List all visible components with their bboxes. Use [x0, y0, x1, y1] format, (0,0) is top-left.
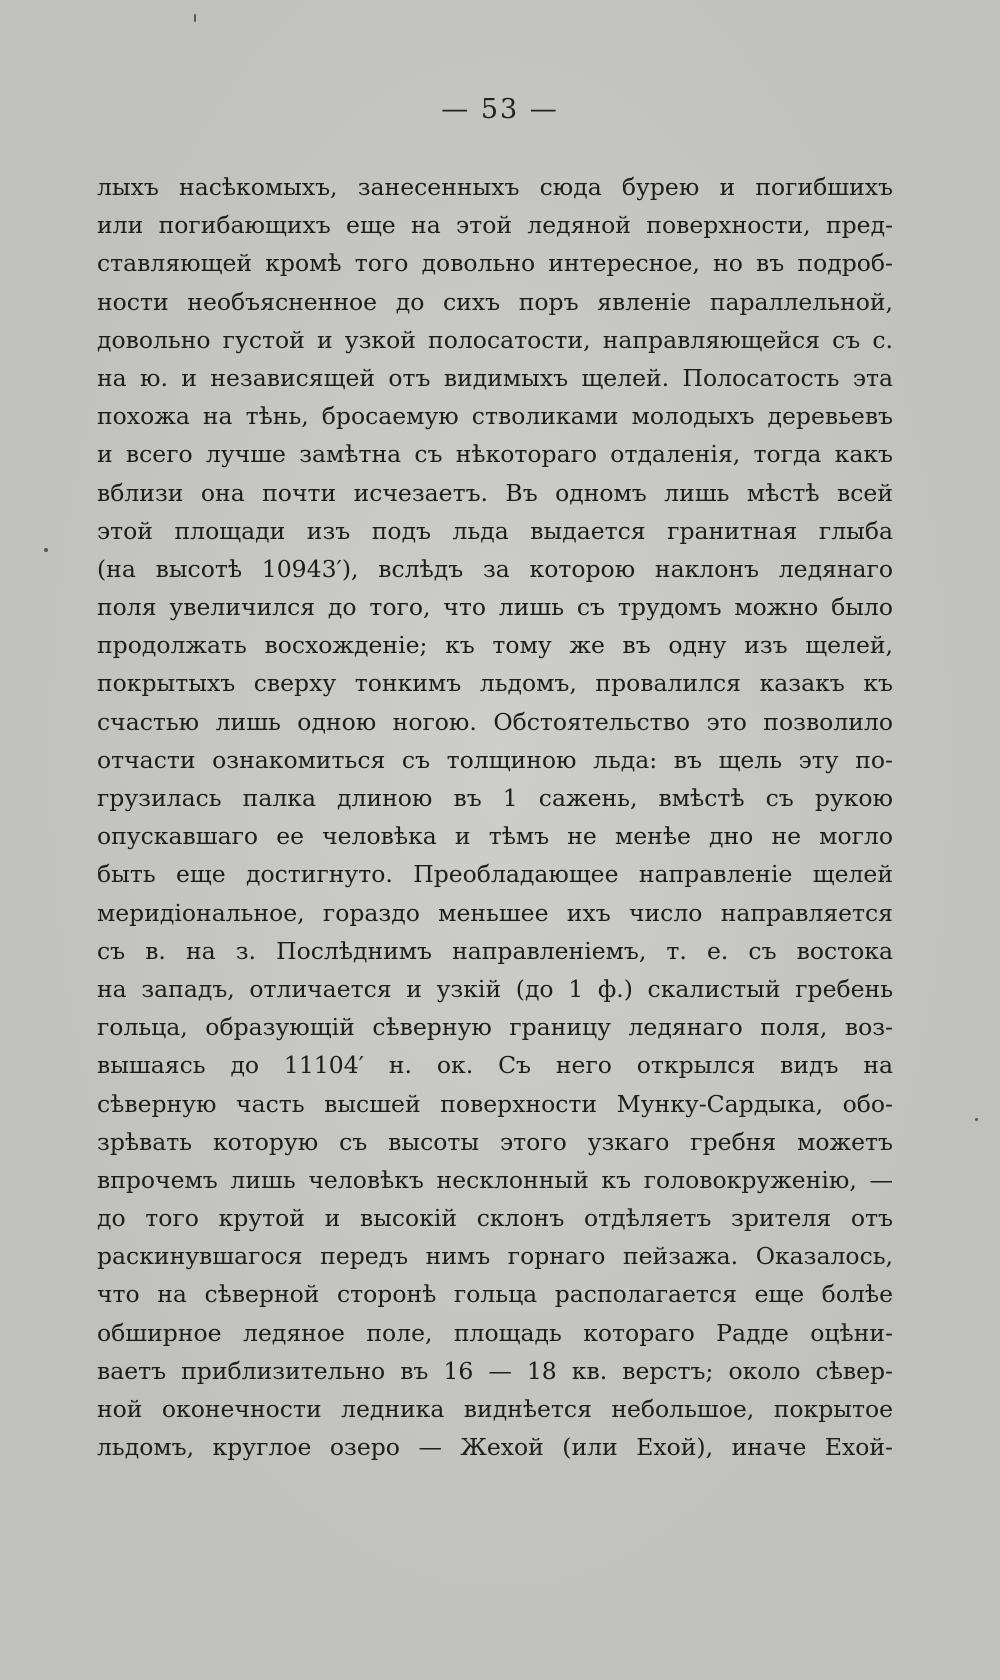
page-number: — 53 —: [441, 94, 559, 125]
text-line: сѣверную часть высшей поверхности Мунку-Сардыка, обо-: [97, 1089, 893, 1118]
text-line: отчасти ознакомиться съ толщиною льда: въ щель эту по-: [97, 745, 893, 774]
text-line: этой площади изъ подъ льда выдается гранитная глыба: [97, 516, 893, 545]
text-line: что на сѣверной сторонѣ гольца располагается еще болѣе: [97, 1280, 893, 1309]
text-line: или погибающихъ еще на этой ледяной поверхности, пред-: [97, 211, 893, 240]
text-line: грузилась палка длиною въ 1 сажень, вмѣстѣ съ рукою: [97, 784, 893, 812]
paper-speck: [975, 1118, 978, 1121]
text-line: меридіональное, гораздо меньшее ихъ число направляется: [97, 898, 893, 927]
text-line: ной оконечности ледника виднѣется небольшое, покрытое: [97, 1395, 893, 1423]
text-line: ности необъясненное до сихъ поръ явленіе параллельной,: [97, 287, 893, 316]
text-line: лыхъ насѣкомыхъ, занесенныхъ сюда бурею и погибшихъ: [97, 173, 893, 201]
text-line: покрытыхъ сверху тонкимъ льдомъ, провалился казакъ къ: [97, 669, 893, 698]
text-line: и всего лучше замѣтна съ нѣкотораго отдаленія, тогда какъ: [97, 440, 893, 469]
text-line: съ в. на з. Послѣднимъ направленіемъ, т. е. съ востока: [97, 936, 893, 965]
text-line: до того крутой и высокій склонъ отдѣляетъ зрителя отъ: [97, 1204, 893, 1233]
text-line: на ю. и независящей отъ видимыхъ щелей. Полосатость эта: [97, 363, 893, 392]
text-line: зрѣвать которую съ высоты этого узкаго гребня можетъ: [97, 1127, 893, 1156]
text-line: раскинувшагося передъ нимъ горнаго пейзажа. Оказалось,: [97, 1242, 893, 1271]
text-line: вышаясь до 11104′ н. ок. Съ него открылся видъ на: [97, 1051, 893, 1080]
text-line: похожа на тѣнь, бросаемую стволиками молодыхъ деревьевъ: [97, 402, 893, 431]
text-line: обширное ледяное поле, площадь котораго Радде оцѣни-: [97, 1318, 893, 1347]
text-line: поля увеличился до того, что лишь съ трудомъ можно было: [97, 593, 893, 622]
text-line: довольно густой и узкой полосатости, направляющейся съ с.: [97, 325, 893, 354]
text-line: опускавшаго ее человѣка и тѣмъ не менѣе дно не могло: [97, 822, 893, 851]
text-line: продолжать восхожденіе; къ тому же въ одну изъ щелей,: [97, 631, 893, 660]
text-line: ваетъ приблизительно въ 16 — 18 кв. верстъ; около сѣвер-: [97, 1356, 893, 1385]
text-line: ставляющей кромѣ того довольно интересное, но въ подроб-: [97, 249, 893, 278]
text-line: на западъ, отличается и узкій (до 1 ф.) скалистый гребень: [97, 974, 893, 1003]
text-line: вблизи она почти исчезаетъ. Въ одномъ лишь мѣстѣ всей: [97, 478, 893, 507]
text-line: быть еще достигнуто. Преобладающее направленіе щелей: [97, 860, 893, 889]
text-line: (на высотѣ 10943′), вслѣдъ за которою наклонъ ледянаго: [97, 554, 893, 583]
text-line: впрочемъ лишь человѣкъ несклонный къ головокруженію, —: [97, 1165, 893, 1194]
body-text: [97, 168, 893, 1466]
text-line: гольца, образующій сѣверную границу ледянаго поля, воз-: [97, 1013, 893, 1042]
text-line: льдомъ, круглое озеро — Жехой (или Ехой), иначе Ехой-: [97, 1433, 893, 1462]
paper-speck: [194, 14, 196, 22]
paper-speck: [44, 548, 48, 552]
text-line: счастью лишь одною ногою. Обстоятельство это позволило: [97, 707, 893, 736]
